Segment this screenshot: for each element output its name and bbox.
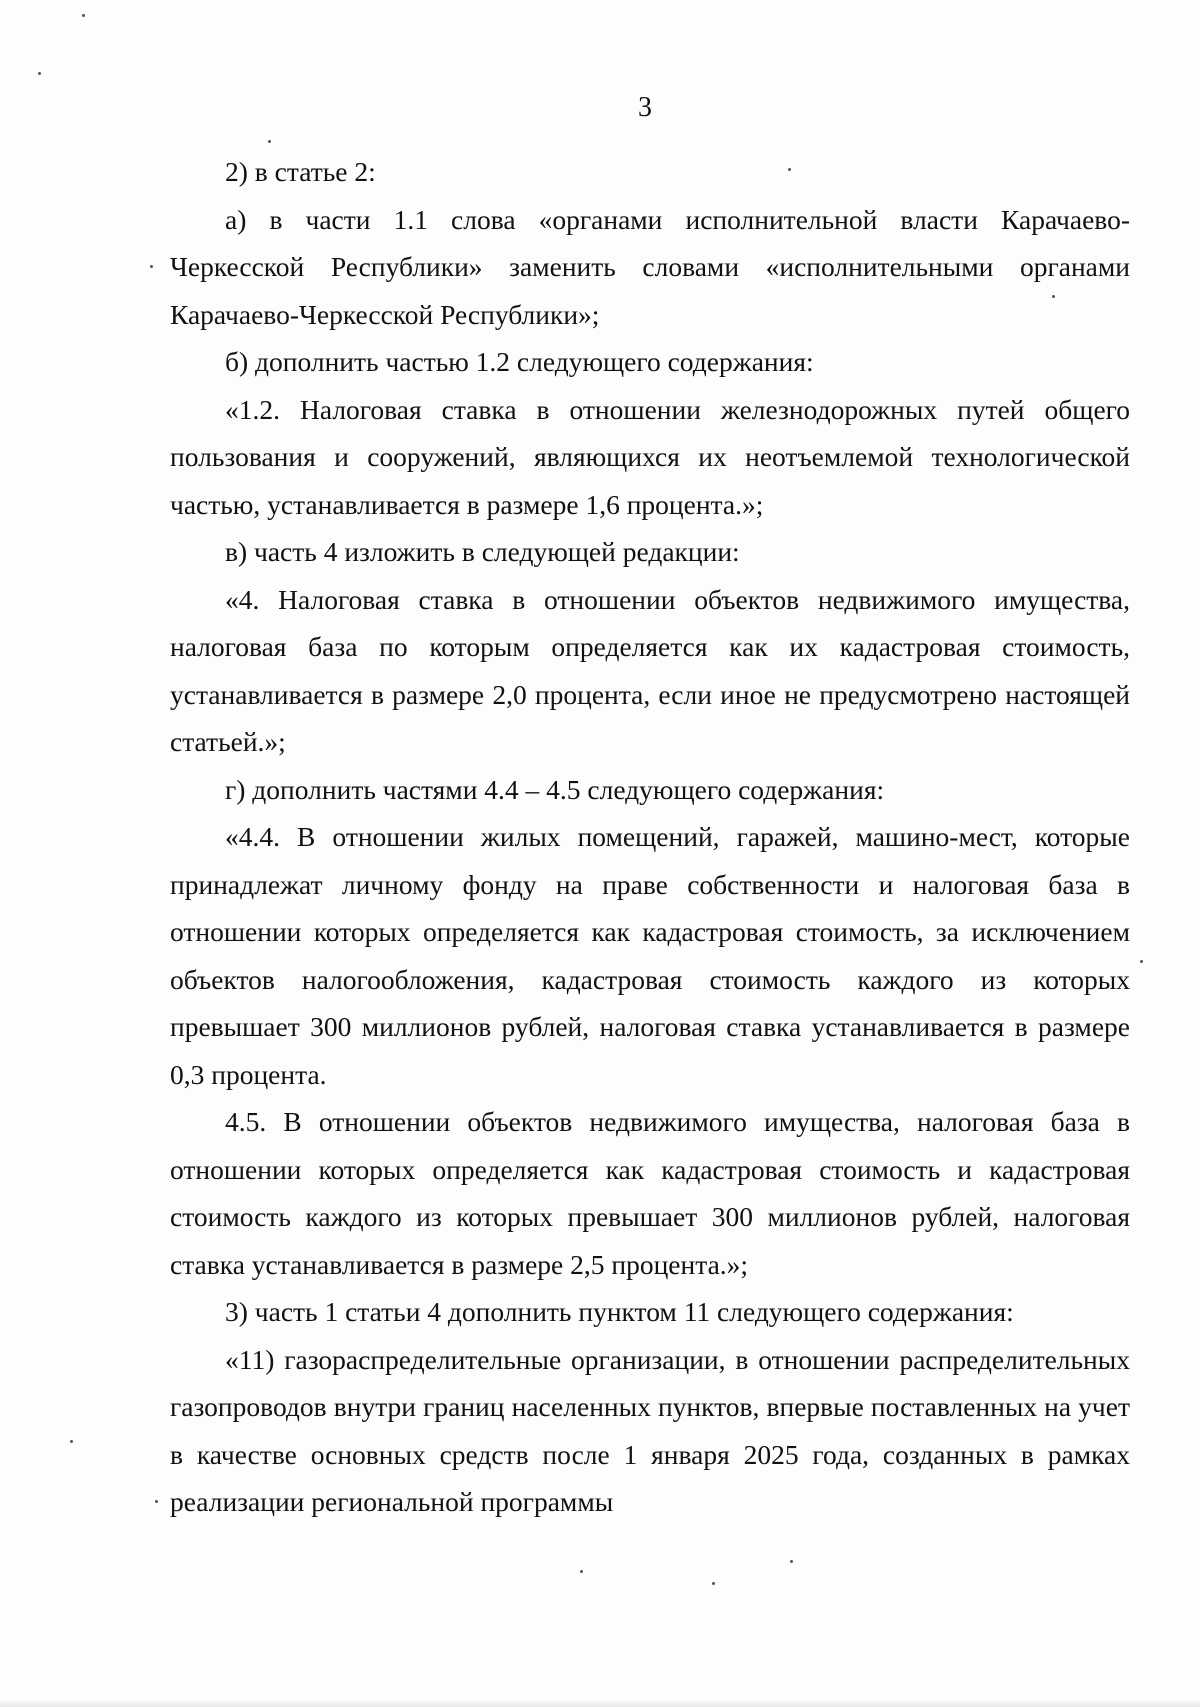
paragraph: б) дополнить частью 1.2 следующего содержания:	[225, 346, 814, 377]
paragraph: г) дополнить частями 4.4 – 4.5 следующего содержания:	[225, 773, 885, 805]
paragraph: 2) в статье 2:	[225, 156, 376, 187]
scan-speck	[788, 168, 791, 171]
paragraph: в) часть 4 изложить в следующей редакции:	[225, 536, 740, 567]
scan-speck	[1052, 295, 1055, 298]
scan-speck	[155, 1500, 158, 1503]
scan-speck	[150, 265, 153, 268]
document-body	[170, 148, 1130, 1526]
scan-speck	[82, 14, 85, 17]
paragraph: «11) газораспределительные организации, в отношении распределительных газопроводов внутри границ населенных пунктов, впервые поставленных на учет в качестве основных средств после 1 января 2025 года, созданных в рамках реализации региональной программы	[170, 1343, 1130, 1517]
paragraph: 4.5. В отношении объектов недвижимого имущества, налоговая база в отношении которых определяется как кадастровая стоимость и кадастровая стоимость каждого из которых превышает 300 миллионов рублей, налоговая ставка устанавливается в размере 2,5 процента.»;	[170, 1106, 1130, 1280]
scan-speck	[580, 1570, 583, 1573]
scan-speck	[712, 1582, 715, 1585]
paragraph: а) в части 1.1 слова «органами исполнительной власти Карачаево-Черкесской Республики» заменить словами «исполнительными органами Карачаево-Черкесской Республики»;	[170, 203, 1130, 330]
paragraph: «1.2. Налоговая ставка в отношении железнодорожных путей общего пользования и сооружений, являющихся их неотъемлемой технологической частью, устанавливается в размере 1,6 процента.»;	[170, 393, 1130, 520]
paragraph: 3) часть 1 статьи 4 дополнить пунктом 11 следующего содержания:	[225, 1296, 1014, 1327]
scan-speck	[70, 1440, 73, 1443]
scan-speck	[1140, 960, 1143, 963]
paragraph: «4. Налоговая ставка в отношении объектов недвижимого имущества, налоговая база по которым определяется как их кадастровая стоимость, устанавливается в размере 2,0 процента, если иное не предусмотрено настоящей статьей.»;	[170, 583, 1130, 757]
paragraph: «4.4. В отношении жилых помещений, гаражей, машино-мест, которые принадлежат личному фонду на праве собственности и налоговая база в отношении которых определяется как кадастровая стоимость, за исключением объектов налогообложения, кадастровая стоимость каждого из которых превышает 300 миллионов рублей, налоговая ставка устанавливается в размере 0,3 процента.	[170, 821, 1130, 1090]
scan-edge	[0, 1699, 1200, 1707]
scan-speck	[790, 1560, 793, 1563]
page-number: 3	[638, 92, 652, 123]
scan-speck	[38, 72, 41, 75]
scan-speck	[268, 140, 271, 143]
